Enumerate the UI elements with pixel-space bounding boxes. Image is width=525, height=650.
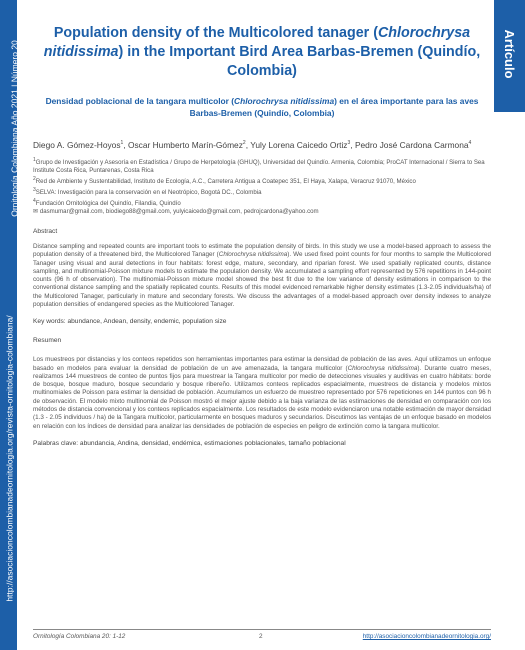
sidebar-stripe bbox=[0, 0, 20, 650]
article-content bbox=[33, 24, 491, 447]
affiliation-item: $^1$Grupo de Investigación y Asesoría en Estadística / Grupo de Herpetología (GHUQ), Universidad del Quindío. Armenia, Colombia; ProCAT Internacional / Sierra to Sea Institute Costa Rica, Puntarenas, Costa Rica bbox=[33, 156, 485, 174]
abstract-heading: Abstract bbox=[33, 227, 58, 235]
affiliation-item: $^4$Fundación Ornitológica del Quindío, Filandia, Quindío bbox=[33, 197, 181, 207]
resumen-heading: Resumen bbox=[33, 337, 62, 345]
affiliation-item: $^3$SELVA: Investigación para la conservación en el Neotrópico, Bogotá DC., Colombia bbox=[33, 186, 262, 196]
email-list: ✉ dasmumar@gmail.com, biodiego88@gmail.com, yulyicaicedo@gmail.com, pedrojcardona@yahoo.com bbox=[33, 207, 319, 215]
footer-citation: Ornitología Colombiana 20: 1-12 bbox=[33, 633, 126, 640]
page-footer bbox=[33, 629, 491, 645]
author-name: Yuly Lorena Caicedo Ortiz bbox=[250, 139, 348, 150]
section-tab-label: Artículo bbox=[502, 29, 517, 79]
author-name: Pedro José Cardona Carmona bbox=[354, 139, 469, 150]
footer-url-link[interactable]: http://asociacioncolombianadeornitologia.org/ bbox=[362, 633, 491, 640]
author-name: Oscar Humberto Marín-Gómez bbox=[127, 139, 243, 150]
section-tab bbox=[494, 0, 525, 112]
resumen-text: Los muestreos por distancias y los conteos repetidos son herramientas importantes para estimar la densidad de población de las aves. Aquí utilizamos un enfoque basado en modelos para evaluar la densidad de población de un ave amenazada, la tangara multicolor (Chlorochrysa nitidissima). Durante cuatro meses, realizamos 144 muestreos de conteo de puntos fijos para muestrear la Tangara multicolor por medio de detecciones visuales y auditivas en cuatro hábitats: borde de bosque, bosque maduro, bosque secundario y bosque ribereño. Utilizamos conteos replicados espacialmente, muestreos de distancia y modelos mixtos multinomiales de Poisson para estimar la densidad de población. Acumulamos un esfuerzo de muestreo representado por 576 repeticiones en 144 puntos con 96 h de observación. El modelo mixto multinomial de Poisson mostró el mejor ajuste debido a la baja varianza de las estimaciones de densidad en comparación con los métodos de distancia convencional y los conteos replicados espacialmente. Los resultados de este modelo evidenciaron una notable estimación de mayor densidad (1.3 - 2.05 individuos / ha) de la Tangara multicolor, particularmente en bosques maduros y secundarios. Discutimos las ventajas de un enfoque basado en modelos en relación con los índices de densidad para analizar las densidades de población de especies en peligro de extinción como la tangara multicolor. bbox=[33, 356, 492, 430]
subtitle-species: Chlorochrysa nitidissima bbox=[234, 96, 335, 106]
affiliation-list bbox=[33, 156, 491, 216]
sidebar-journal-line: Ornitología Colombiana Año 2021 | Número 20 bbox=[9, 40, 20, 217]
mail-icon: ✉ bbox=[33, 207, 39, 215]
author-list: Diego A. Gómez-Hoyos$^1$, Oscar Humberto Marín-Gómez$^2$, Yuly Lorena Caicedo Ortiz$^3$, Pedro José Cardona Carmona$^4$ bbox=[33, 139, 472, 150]
affiliation-item: $^2$Red de Ambiente y Sustentabilidad, Instituto de Ecología, A.C., Carretera Antigua a Coatepec 351, El Haya, Xalapa, Veracruz 91070, México bbox=[33, 175, 416, 185]
palabras-clave: Palabras clave: abundancia, Andina, densidad, endémica, estimaciones poblacionales, tamaño poblacional bbox=[33, 439, 346, 447]
abstract-text: Distance sampling and repeated counts are important tools to estimate the population density of birds. In this study we use a model-based approach to assess the population density of a threatened bird, the Multicolored Tanager (Chlorochrysa nitidissima). We used fixed point counts for four months to sample the Multicolored Tanager using visual and aural detections in four habitats: forest edge, mature, secondary, and riparian forest. We used spatially replicated counts, distance sampling, and multinomial-Poisson mixture models to estimate the population density. We accumulated a sampling effort represented by 576 repetitions in 144-point counts (96 h of observation). The multinomial-Poisson mixture model showed the best fit due to the low variance of density estimations in comparison to the conventional distance sampling and the spatially replicated counts. Results of this model evidenced remarkable higher density estimates (1.3-2.05 individuals/ha) of the Multicolored Tanager, particularly in mature and secondary forests. We discuss the advantages of a model-based approach over density indexes to analyze population densities of endangered species as the Multicolored Tanager. bbox=[33, 242, 491, 308]
article-title: Population density of the Multicolored tanager (Chlorochrysa nitidissima) in the Important Bird Area Barbas-Bremen (Quindío, Colombia) bbox=[43, 25, 481, 79]
keywords: Key words: abundance, Andean, density, endemic, population size bbox=[33, 318, 227, 326]
author-name: Diego A. Gómez-Hoyos bbox=[33, 139, 121, 150]
article-subtitle: Densidad poblacional de la tangara multicolor (Chlorochrysa nitidissima) en el área importante para las aves Barbas-Bremen (Quindío, Colombia) bbox=[45, 96, 479, 118]
page-number: 2 bbox=[259, 633, 263, 640]
sidebar-url-link[interactable]: http://asociacioncolombianadeornitologia.org/revista-ornitologia-colombiana/ bbox=[4, 315, 15, 602]
title-species: Chlorochrysa nitidissima bbox=[43, 25, 471, 60]
